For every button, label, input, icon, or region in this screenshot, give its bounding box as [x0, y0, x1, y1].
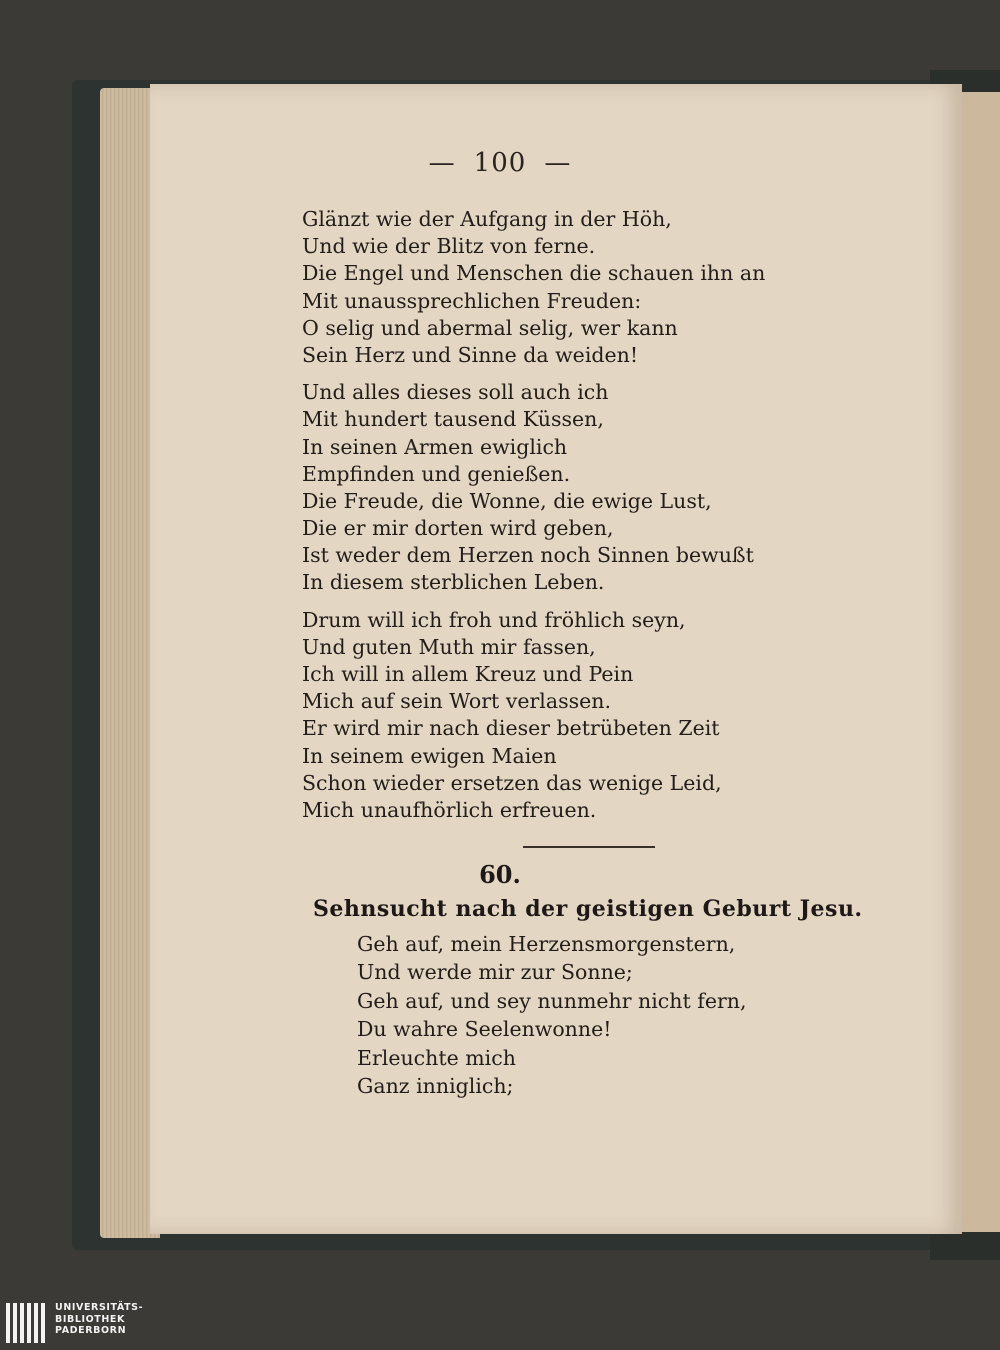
stanza-gap: [302, 369, 765, 379]
poem-stanzas: [302, 206, 765, 824]
poem-line: In diesem sterblichen Leben.: [302, 570, 605, 595]
poem-line: Mich auf sein Wort verlassen.: [302, 689, 611, 714]
poem-line: Die Engel und Menschen die schauen ihn an: [302, 261, 766, 286]
song-number: 60.: [479, 860, 521, 889]
poem-line: Sein Herz und Sinne da weiden!: [302, 342, 639, 367]
poem-line: Empfinden und genießen.: [302, 461, 571, 486]
library-name-line-3: PADERBORN: [55, 1325, 127, 1336]
poem-line: Er wird mir nach dieser betrübeten Zeit: [302, 716, 720, 741]
poem-line: Die er mir dorten wird geben,: [302, 516, 614, 541]
library-name: [55, 1302, 143, 1337]
poem-line: Und alles dieses soll auch ich: [302, 380, 609, 405]
song-line: Ganz inniglich;: [357, 1073, 514, 1098]
poem-line: Mich unaufhörlich erfreuen.: [302, 797, 597, 822]
facing-page-edge: [958, 92, 1000, 1232]
song-lines: [357, 930, 746, 1100]
page-number-dash-right: —: [544, 148, 572, 178]
song-line: Du wahre Seelenwonne!: [357, 1017, 612, 1042]
poem-line: Mit unaussprechlichen Freuden:: [302, 288, 642, 313]
stanza-gap: [302, 597, 765, 607]
song-line: Erleuchte mich: [357, 1045, 516, 1070]
poem-line: Und wie der Blitz von ferne.: [302, 234, 596, 259]
song-line: Und werde mir zur Sonne;: [357, 960, 633, 985]
library-name-line-2: BIBLIOTHEK: [55, 1313, 125, 1325]
page-number-value: 100: [473, 148, 527, 178]
poem-line: O selig und abermal selig, wer kann: [302, 315, 678, 340]
song-line: Geh auf, und sey nunmehr nicht fern,: [357, 988, 747, 1013]
footer-bar: [0, 1296, 1000, 1350]
poem-line: Die Freude, die Wonne, die ewige Lust,: [302, 488, 712, 513]
song-title: Sehnsucht nach der geistigen Geburt Jesu.: [313, 896, 863, 922]
library-name-line-1: UNIVERSITÄTS-: [55, 1302, 144, 1313]
song-line: Geh auf, mein Herzensmorgenstern,: [357, 932, 736, 956]
page-number: [0, 148, 1000, 178]
poem-line: In seinen Armen ewiglich: [302, 434, 568, 459]
poem-line: Glänzt wie der Aufgang in der Höh,: [302, 207, 672, 231]
poem-line: Schon wieder ersetzen das wenige Leid,: [302, 770, 722, 795]
poem-line: Mit hundert tausend Küssen,: [302, 407, 604, 432]
section-divider: [523, 846, 655, 848]
poem-line: Und guten Muth mir fassen,: [302, 634, 596, 659]
library-logo-icon: [6, 1303, 50, 1343]
poem-line: Ich will in allem Kreuz und Pein: [302, 662, 634, 686]
poem-line: In seinem ewigen Maien: [302, 743, 557, 768]
page-number-dash-left: —: [428, 148, 456, 178]
poem-line: Ist weder dem Herzen noch Sinnen bewußt: [302, 543, 754, 568]
poem-line: Drum will ich froh und fröhlich seyn,: [302, 607, 686, 632]
